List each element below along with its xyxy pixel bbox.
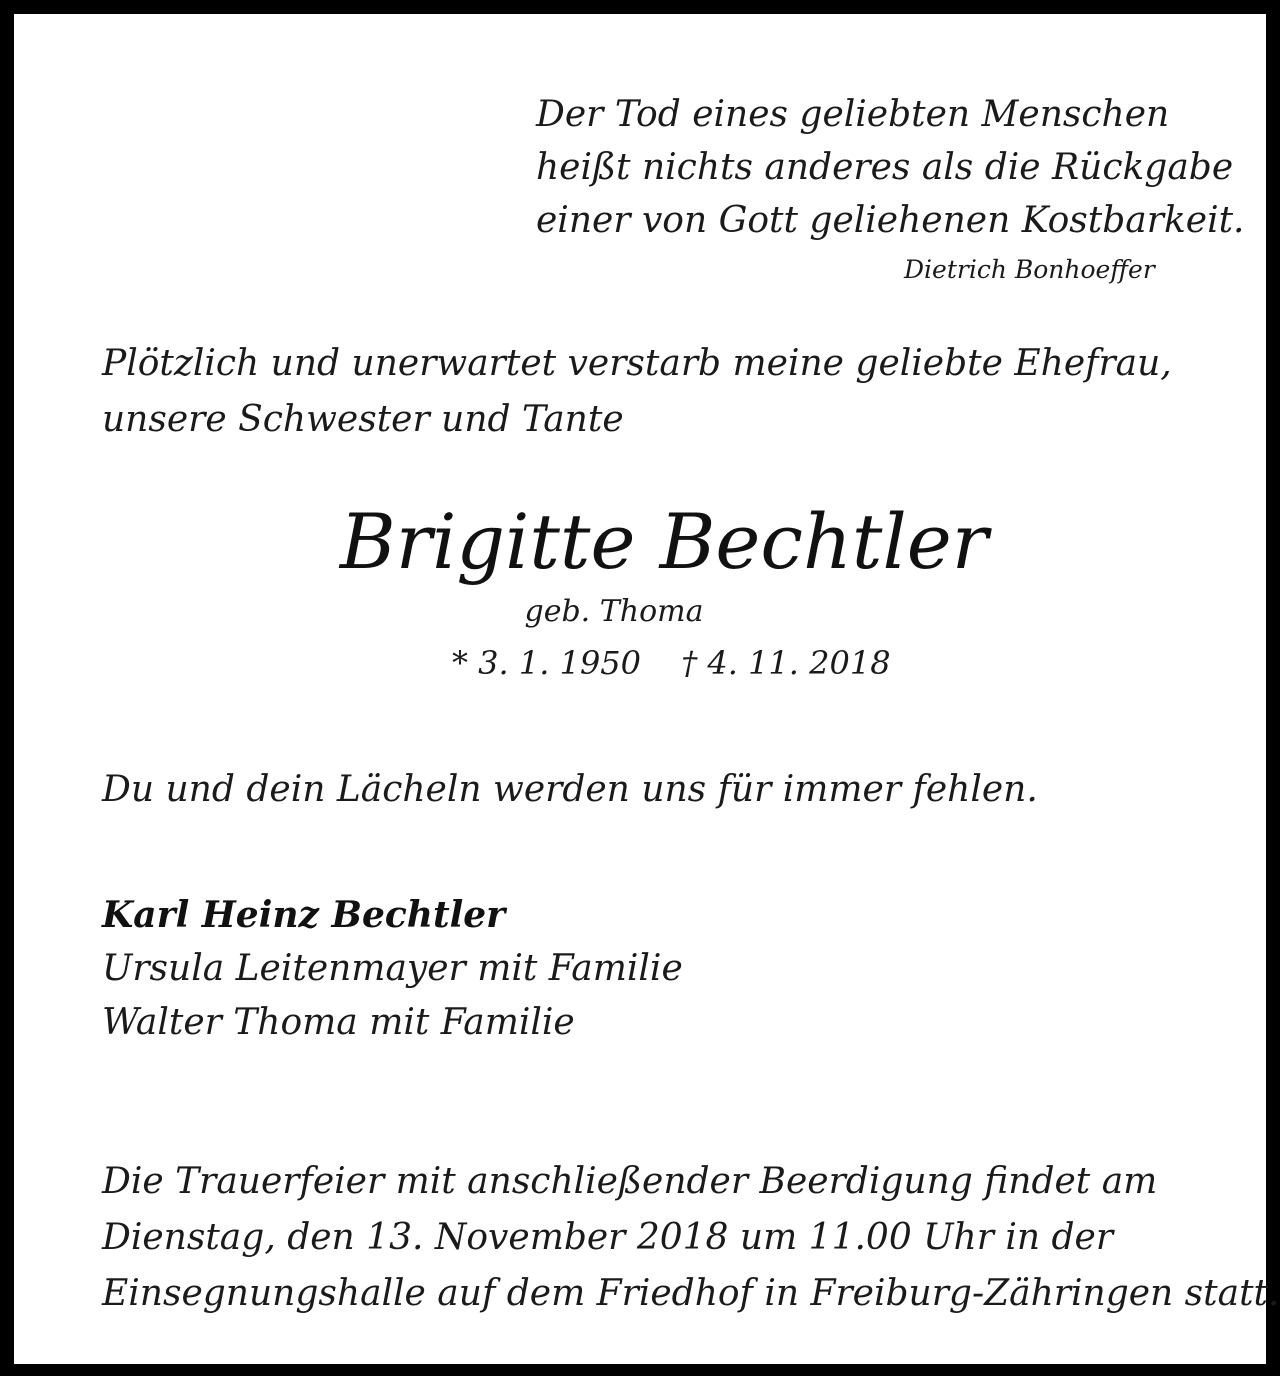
mourner: Walter Thoma mit Familie xyxy=(102,1002,575,1043)
service-line: Einsegnungshalle auf dem Friedhof in Freiburg-Zähringen statt. xyxy=(102,1273,1280,1314)
death-date: † 4. 11. 2018 xyxy=(681,644,891,682)
quote-line: heißt nichts anderes als die Rückgabe xyxy=(536,147,1234,188)
funeral-service-notice xyxy=(102,1154,1279,1322)
death-announcement xyxy=(102,336,1172,448)
service-line: Dienstag, den 13. November 2018 um 11.00 Uhr in der xyxy=(102,1217,1114,1258)
service-line: Die Trauerfeier mit anschließender Beerdigung findet am xyxy=(102,1161,1158,1202)
life-dates xyxy=(452,640,891,686)
birth-date: * 3. 1. 1950 xyxy=(452,644,642,682)
quote-author: Dietrich Bonhoeffer xyxy=(904,255,1155,284)
mourner-primary: Karl Heinz Bechtler xyxy=(102,894,506,936)
announcement-line: Plötzlich und unerwartet verstarb meine geliebte Ehefrau, xyxy=(102,343,1172,384)
birth-name: geb. Thoma xyxy=(524,594,704,629)
farewell-line: Du und dein Lächeln werden uns für immer fehlen. xyxy=(102,769,1038,810)
quote-line: Der Tod eines geliebten Menschen xyxy=(536,94,1170,135)
bonhoeffer-quote xyxy=(536,88,1245,247)
mourner: Ursula Leitenmayer mit Familie xyxy=(102,948,683,989)
deceased-name: Brigitte Bechtler xyxy=(339,497,989,586)
mourners-list xyxy=(102,888,683,1050)
announcement-line: unsere Schwester und Tante xyxy=(102,399,624,440)
quote-line: einer von Gott geliehenen Kostbarkeit. xyxy=(536,200,1245,241)
